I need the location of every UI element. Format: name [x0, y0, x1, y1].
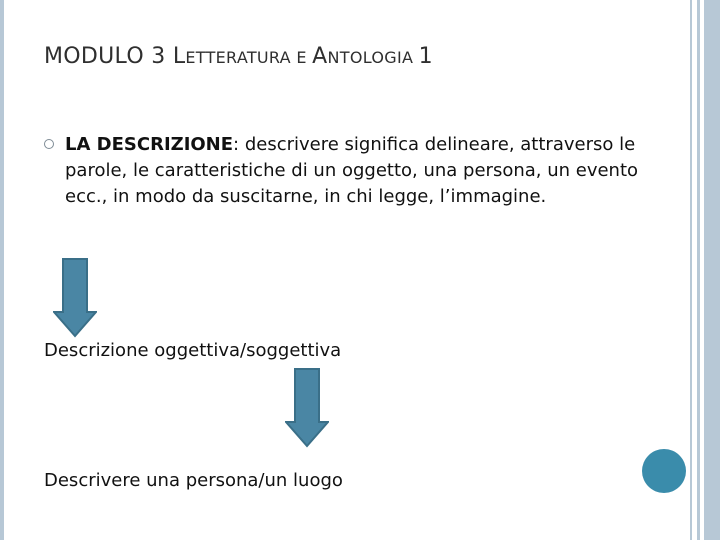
- title-part: 1: [418, 44, 433, 69]
- bullet-bold-term: LA DESCRIZIONE: [65, 134, 234, 155]
- text-line-objective-subjective: Descrizione oggettiva/soggettiva: [44, 340, 342, 361]
- bullet-text: [65, 132, 644, 210]
- right-decorative-rule: [690, 0, 692, 540]
- title-part: ETTERATURA E: [185, 48, 313, 67]
- down-arrow-icon: [285, 368, 329, 448]
- decorative-circle-icon: [642, 449, 686, 493]
- left-decorative-rule: [0, 0, 4, 540]
- bullet-definition: : descrivere significa delineare, attraverso le parole, le caratteristiche di un oggetto, una persona, un evento ecc., in modo da suscitarne, in chi legge, l’immagine.: [65, 134, 639, 207]
- title-part: NTOLOGIA: [327, 48, 419, 67]
- down-arrow-icon: [53, 258, 97, 338]
- slide-title: [44, 44, 433, 69]
- text-line-person-place: Descrivere una persona/un luogo: [44, 470, 343, 491]
- title-part: A: [312, 44, 328, 69]
- right-decorative-rule: [697, 0, 700, 540]
- right-decorative-rule: [704, 0, 720, 540]
- bullet-item: [44, 132, 644, 210]
- title-part: MODULO 3 L: [44, 44, 186, 69]
- bullet-circle-icon: [44, 139, 54, 149]
